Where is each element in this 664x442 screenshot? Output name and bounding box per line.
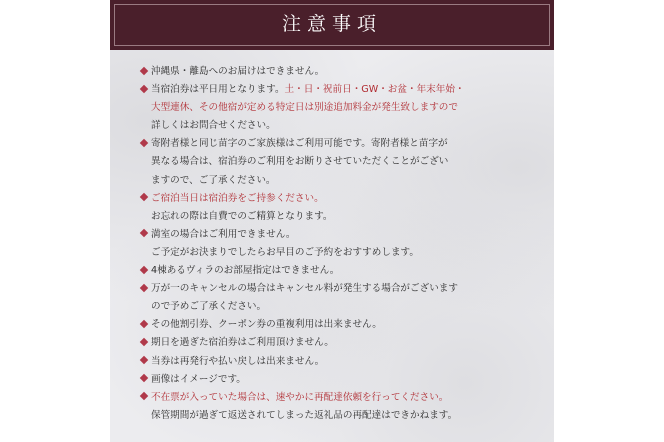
- note-line: [140, 298, 550, 316]
- note-line: [140, 280, 550, 298]
- diamond-icon: [140, 265, 148, 273]
- note-line: [140, 371, 550, 389]
- note-line: [140, 334, 550, 352]
- diamond-icon: [140, 229, 148, 237]
- note-item: [140, 135, 550, 189]
- diamond-icon: [140, 374, 148, 382]
- note-text: 詳しくはお問合せください。: [151, 120, 276, 132]
- note-line: [140, 389, 550, 407]
- note-text: ので予めご了承ください。: [151, 301, 267, 313]
- note-line: [140, 99, 550, 117]
- note-line: [140, 117, 550, 135]
- note-line: [140, 244, 550, 262]
- diamond-icon: [140, 320, 148, 328]
- note-line: [140, 407, 550, 425]
- note-line: [140, 353, 550, 371]
- note-text: 期日を過ぎた宿泊券はご利用頂けません。: [151, 337, 334, 349]
- note-line: [140, 81, 550, 99]
- note-line: [140, 153, 550, 171]
- note-item: [140, 334, 550, 352]
- note-text: その他割引券、クーポン券の重複利用は出来ません。: [151, 319, 382, 331]
- note-line: [140, 262, 550, 280]
- note-item: [140, 389, 550, 425]
- note-item: [140, 190, 550, 226]
- note-text-emphasis: 不在票が入っていた場合は、速やかに再配達依頼を行ってください。: [151, 391, 449, 403]
- note-line: [140, 316, 550, 334]
- note-text: 4棟あるヴィラのお部屋指定はできません。: [151, 265, 340, 277]
- note-text: ますので、ご了承ください。: [151, 174, 276, 186]
- note-line: [140, 63, 550, 81]
- diamond-icon: [140, 193, 148, 201]
- note-text-emphasis: 大型連休、その他宿が定める特定日は別途追加料金が発生致しますので: [151, 102, 458, 114]
- note-line: [140, 208, 550, 226]
- note-text: 異なる場合は、宿泊券のご利用をお断りさせていただくことがござい: [151, 156, 449, 168]
- note-text-emphasis: ご宿泊当日は宿泊券をご持参ください。: [151, 192, 324, 204]
- diamond-icon: [140, 84, 148, 92]
- note-text: 沖縄県・離島へのお届けはできません。: [151, 66, 325, 77]
- note-text: お忘れの際は自費でのご精算となります。: [151, 210, 333, 222]
- diamond-icon: [140, 66, 148, 74]
- page-title: 注意事項: [281, 13, 382, 35]
- note-item: [140, 316, 550, 334]
- note-item: [140, 81, 550, 135]
- notes-list: [140, 63, 550, 425]
- note-text: 寄附者様と同じ苗字のご家族様はご利用可能です。寄附者様と苗字が: [151, 138, 448, 150]
- diamond-icon: [140, 392, 148, 400]
- diamond-icon: [140, 139, 148, 147]
- note-line: [140, 226, 550, 244]
- note-item: [140, 63, 550, 81]
- note-item: [140, 262, 550, 280]
- note-item: [140, 353, 550, 371]
- note-line: [140, 135, 550, 153]
- note-text: 保管期間が過ぎて返送されてしまった返礼品の再配達はできかねます。: [151, 409, 458, 421]
- note-item: [140, 371, 550, 389]
- note-text: 当券は再発行や払い戻しは出来ません。: [151, 355, 325, 367]
- note-text-emphasis: 土・日・祝前日・GW・お盆・年末年始・: [284, 84, 465, 96]
- note-text: 満室の場合はご利用できません。: [151, 228, 296, 240]
- diamond-icon: [140, 356, 148, 364]
- note-text: 当宿泊券は平日用となります。: [151, 84, 285, 96]
- notice-header: [110, 0, 554, 50]
- note-text: 画像はイメージです。: [151, 373, 246, 385]
- note-item: [140, 226, 550, 262]
- note-line: [140, 172, 550, 190]
- note-line: [140, 190, 550, 208]
- diamond-icon: [140, 283, 148, 291]
- diamond-icon: [140, 338, 148, 346]
- note-text: ご予定がお決まりでしたらお早目のご予約をおすすめします。: [151, 246, 419, 258]
- note-item: [140, 280, 550, 316]
- note-text: 万が一のキャンセルの場合はキャンセル料が発生する場合がございます: [151, 283, 458, 295]
